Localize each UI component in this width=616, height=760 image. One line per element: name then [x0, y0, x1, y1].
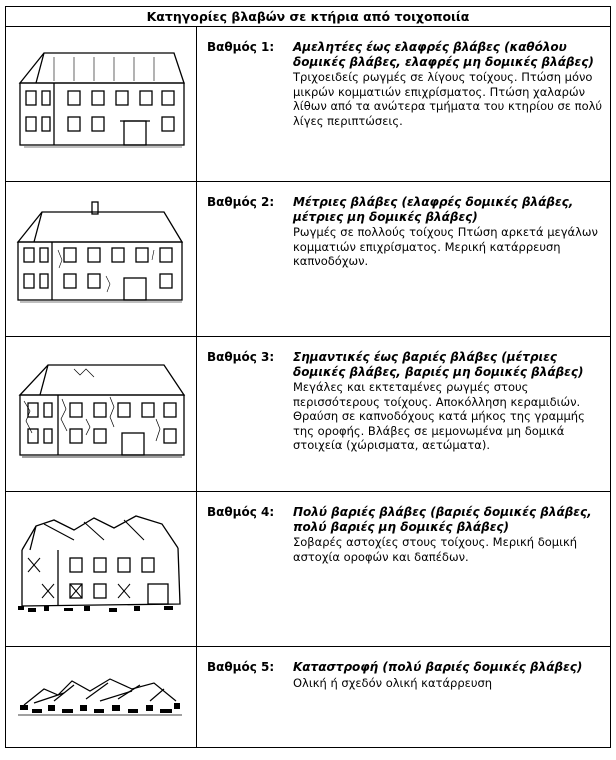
grade-2-text-cell — [197, 182, 611, 337]
grade-4-heading: Πολύ βαριές βλάβες (βαριές δομικές βλάβες, πολύ βαριές μη δομικές βλάβες) — [293, 505, 592, 534]
grade-4-image-cell — [6, 492, 197, 647]
grade-3-image-cell — [6, 337, 197, 492]
rubble-grade-5-icon — [14, 655, 186, 735]
grade-1-description: Τριχοειδείς ρωγμές σε λίγους τοίχους. Πτώση μόνο μικρών κομματιών επιχρίσματος. Πτώση χαλαρών λίθων από τα ανώτερα τμήματα του κτηρίου σε πολύ λίγες περιπτώσεις. — [293, 70, 603, 128]
house-grade-1-icon — [14, 35, 186, 155]
grade-4-description: Σοβαρές αστοχίες στους τοίχους. Μερική δομική αστοχία οροφών και δαπέδων. — [293, 535, 578, 564]
grade-2-description: Ρωγμές σε πολλούς τοίχους Πτώση αρκετά μεγάλων κομματιών επιχρίσματος. Μερική κατάρρευση καπνοδόχων. — [293, 225, 598, 268]
grade-3-label: Βαθμός 3: — [207, 350, 275, 364]
grade-4-label: Βαθμός 4: — [207, 505, 275, 519]
grade-5-image-cell — [6, 647, 197, 748]
grade-row-1 — [6, 27, 611, 182]
grade-3-description: Μεγάλες και εκτεταμένες ρωγμές στους περισσότερους τοίχους. Αποκόλληση κεραμιδιών. Θραύση σε καπνοδόχους κατά μήκος της γραμμής της οροφής. Βλάβες σε μεμονωμένα μη δομικά στοιχεία (χώρισματα, αετώματα). — [293, 380, 585, 452]
grade-1-text-cell — [197, 27, 611, 182]
grade-4-text-cell — [197, 492, 611, 647]
grade-1-label: Βαθμός 1: — [207, 40, 275, 54]
house-grade-2-icon — [14, 190, 186, 310]
grade-5-heading: Καταστροφή (πολύ βαριές δομικές βλάβες) — [293, 660, 583, 674]
grade-5-description: Ολική ή σχεδόν ολική κατάρρευση — [293, 675, 493, 690]
grade-5-text-cell — [197, 647, 611, 748]
grade-row-3 — [6, 337, 611, 492]
grade-row-5 — [6, 647, 611, 748]
grade-3-text-cell — [197, 337, 611, 492]
grade-2-label: Βαθμός 2: — [207, 195, 275, 209]
grade-3-heading: Σημαντικές έως βαριές βλάβες (μέτριες δομικές βλάβες, βαριές μη δομικές βλάβες) — [293, 350, 584, 379]
house-grade-4-icon — [14, 500, 186, 620]
damage-grades-table — [5, 6, 611, 748]
title-row — [6, 7, 611, 27]
house-grade-3-icon — [14, 345, 186, 465]
table-title: Κατηγορίες βλαβών σε κτήρια από τοιχοποιία — [6, 7, 611, 27]
grade-2-image-cell — [6, 182, 197, 337]
grade-5-label: Βαθμός 5: — [207, 660, 275, 674]
damage-grades-document — [5, 6, 610, 748]
grade-2-heading: Μέτριες βλάβες (ελαφρές δομικές βλάβες, μέτριες μη δομικές βλάβες) — [293, 195, 574, 224]
grade-row-2 — [6, 182, 611, 337]
grade-row-4 — [6, 492, 611, 647]
grade-1-image-cell — [6, 27, 197, 182]
grade-1-heading: Αμελητέες έως ελαφρές βλάβες (καθόλου δομικές βλάβες, ελαφρές μη δομικές βλάβες) — [293, 40, 594, 69]
